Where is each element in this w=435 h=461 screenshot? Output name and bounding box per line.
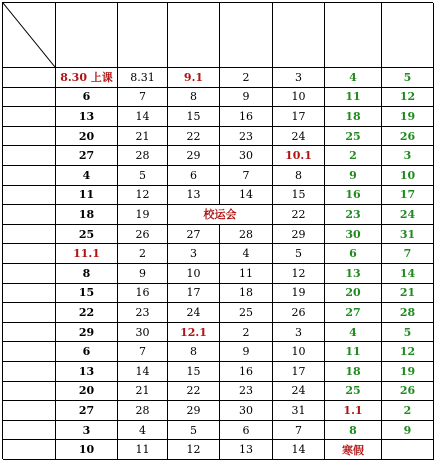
date-cell: 18: [56, 205, 118, 225]
date-cell: 22: [273, 205, 325, 225]
date-cell: 16: [325, 186, 382, 206]
week-number-cell: [3, 244, 56, 264]
date-cell: 18: [325, 107, 382, 127]
date-cell: 14: [118, 362, 168, 382]
date-cell: 2: [220, 68, 273, 88]
date-cell: 3: [168, 244, 220, 264]
date-cell: 21: [382, 284, 434, 304]
date-cell: 9: [118, 264, 168, 284]
date-cell: 4: [325, 68, 382, 88]
week-number-cell: [3, 186, 56, 206]
day-header-5: [273, 3, 325, 68]
week-number-cell: [3, 362, 56, 382]
date-cell: 2: [382, 401, 434, 421]
date-cell: 24: [382, 205, 434, 225]
date-cell: 7: [118, 88, 168, 108]
week-number-cell: [3, 401, 56, 421]
date-cell: 31: [382, 225, 434, 245]
date-cell: 25: [325, 382, 382, 402]
date-cell: 22: [56, 303, 118, 323]
date-cell: 17: [273, 362, 325, 382]
date-cell: 26: [382, 382, 434, 402]
date-cell: 4: [118, 421, 168, 441]
date-cell: 28: [118, 146, 168, 166]
date-cell: 12: [118, 186, 168, 206]
date-cell: 12: [382, 342, 434, 362]
date-cell: 16: [220, 362, 273, 382]
date-cell: 26: [382, 127, 434, 147]
date-cell: 29: [273, 225, 325, 245]
date-cell: 2: [118, 244, 168, 264]
date-cell: 29: [168, 401, 220, 421]
week-number-cell: [3, 264, 56, 284]
date-cell: 19: [118, 205, 168, 225]
date-cell: 2: [220, 323, 273, 343]
date-cell: 11.1: [56, 244, 118, 264]
date-cell: 8.30 上课: [56, 68, 118, 88]
date-cell: 7: [118, 342, 168, 362]
date-cell: 13: [56, 107, 118, 127]
date-cell: 26: [118, 225, 168, 245]
date-cell: 20: [325, 284, 382, 304]
date-cell: 6: [168, 166, 220, 186]
date-cell: 11: [56, 186, 118, 206]
date-cell: 8.31: [118, 68, 168, 88]
date-cell: 7: [382, 244, 434, 264]
date-cell: 3: [56, 421, 118, 441]
date-cell: 14: [220, 186, 273, 206]
date-cell: 20: [56, 127, 118, 147]
date-cell: 5: [273, 244, 325, 264]
date-cell: 15: [56, 284, 118, 304]
date-cell: 5: [382, 68, 434, 88]
day-header-4: [220, 3, 273, 68]
date-cell: 5: [168, 421, 220, 441]
date-cell: 27: [56, 146, 118, 166]
date-cell: 7: [220, 166, 273, 186]
date-cell: 9.1: [168, 68, 220, 88]
date-cell: 6: [325, 244, 382, 264]
date-cell: 22: [168, 382, 220, 402]
day-header-1: [56, 3, 118, 68]
week-number-cell: [3, 284, 56, 304]
date-cell: 30: [325, 225, 382, 245]
week-number-cell: [3, 127, 56, 147]
week-number-cell: [3, 146, 56, 166]
day-header-7: [382, 3, 434, 68]
date-cell: 8: [56, 264, 118, 284]
date-cell: 31: [273, 401, 325, 421]
date-cell: 5: [118, 166, 168, 186]
date-cell: 3: [382, 146, 434, 166]
day-header-2: [118, 3, 168, 68]
date-cell: 17: [168, 284, 220, 304]
date-cell: 10: [168, 264, 220, 284]
date-cell: 19: [382, 107, 434, 127]
date-cell: 3: [273, 68, 325, 88]
date-cell: 12.1: [168, 323, 220, 343]
date-cell: 10: [56, 440, 118, 460]
date-cell: 19: [382, 362, 434, 382]
date-cell: 25: [56, 225, 118, 245]
date-cell: 22: [168, 127, 220, 147]
date-cell: 6: [220, 421, 273, 441]
week-number-cell: [3, 88, 56, 108]
date-cell: 4: [220, 244, 273, 264]
date-cell: 8: [168, 88, 220, 108]
day-header-6: [325, 3, 382, 68]
date-cell: 24: [168, 303, 220, 323]
date-cell: [382, 440, 434, 460]
date-cell: 15: [168, 362, 220, 382]
date-cell: 11: [220, 264, 273, 284]
date-cell: 4: [56, 166, 118, 186]
date-cell: 30: [220, 401, 273, 421]
date-cell: 8: [168, 342, 220, 362]
date-cell: 16: [220, 107, 273, 127]
week-number-cell: [3, 68, 56, 88]
date-cell: 14: [118, 107, 168, 127]
date-cell: 23: [325, 205, 382, 225]
week-number-cell: [3, 166, 56, 186]
date-cell: 9: [220, 88, 273, 108]
date-cell: 27: [168, 225, 220, 245]
date-cell: 寒假: [325, 440, 382, 460]
date-cell: 25: [325, 127, 382, 147]
date-cell: 15: [273, 186, 325, 206]
date-cell: 8: [273, 166, 325, 186]
date-cell: 13: [325, 264, 382, 284]
week-number-cell: [3, 303, 56, 323]
date-cell: 4: [325, 323, 382, 343]
week-number-cell: [3, 440, 56, 460]
date-cell: 2: [325, 146, 382, 166]
date-cell: 12: [273, 264, 325, 284]
date-cell: 10: [382, 166, 434, 186]
date-cell: 23: [220, 127, 273, 147]
date-cell: 21: [118, 382, 168, 402]
date-cell: 1.1: [325, 401, 382, 421]
week-number-cell: [3, 342, 56, 362]
date-cell: 5: [382, 323, 434, 343]
date-cell: 15: [168, 107, 220, 127]
date-cell: 25: [220, 303, 273, 323]
day-header-3: [168, 3, 220, 68]
week-number-cell: [3, 205, 56, 225]
date-cell: 10.1: [273, 146, 325, 166]
week-number-cell: [3, 107, 56, 127]
date-cell: 29: [168, 146, 220, 166]
date-cell: 3: [273, 323, 325, 343]
date-cell: 9: [382, 421, 434, 441]
date-cell: 26: [273, 303, 325, 323]
date-cell: 17: [273, 107, 325, 127]
date-cell: 30: [118, 323, 168, 343]
date-cell: 18: [220, 284, 273, 304]
academic-calendar-table: [2, 2, 433, 459]
date-cell: 24: [273, 382, 325, 402]
date-cell: 校运会: [168, 205, 273, 225]
date-cell: 9: [220, 342, 273, 362]
date-cell: 21: [118, 127, 168, 147]
date-cell: 17: [382, 186, 434, 206]
date-cell: 6: [56, 88, 118, 108]
date-cell: 8: [325, 421, 382, 441]
date-cell: 11: [325, 88, 382, 108]
date-cell: 29: [56, 323, 118, 343]
date-cell: 9: [325, 166, 382, 186]
date-cell: 19: [273, 284, 325, 304]
date-cell: 10: [273, 88, 325, 108]
date-cell: 28: [118, 401, 168, 421]
corner-diagonal-line: [3, 3, 55, 67]
date-cell: 27: [56, 401, 118, 421]
date-cell: 10: [273, 342, 325, 362]
date-cell: 28: [220, 225, 273, 245]
date-cell: 13: [168, 186, 220, 206]
week-number-cell: [3, 382, 56, 402]
date-cell: 12: [382, 88, 434, 108]
date-cell: 11: [325, 342, 382, 362]
date-cell: 30: [220, 146, 273, 166]
date-cell: 28: [382, 303, 434, 323]
date-cell: 20: [56, 382, 118, 402]
date-cell: 12: [168, 440, 220, 460]
date-cell: 13: [56, 362, 118, 382]
corner-header-cell: [3, 3, 56, 68]
date-cell: 13: [220, 440, 273, 460]
week-number-cell: [3, 421, 56, 441]
date-cell: 23: [220, 382, 273, 402]
date-cell: 23: [118, 303, 168, 323]
date-cell: 27: [325, 303, 382, 323]
date-cell: 16: [118, 284, 168, 304]
date-cell: 6: [56, 342, 118, 362]
week-number-cell: [3, 225, 56, 245]
date-cell: 18: [325, 362, 382, 382]
date-cell: 11: [118, 440, 168, 460]
date-cell: 24: [273, 127, 325, 147]
date-cell: 14: [382, 264, 434, 284]
date-cell: 7: [273, 421, 325, 441]
date-cell: 14: [273, 440, 325, 460]
week-number-cell: [3, 323, 56, 343]
